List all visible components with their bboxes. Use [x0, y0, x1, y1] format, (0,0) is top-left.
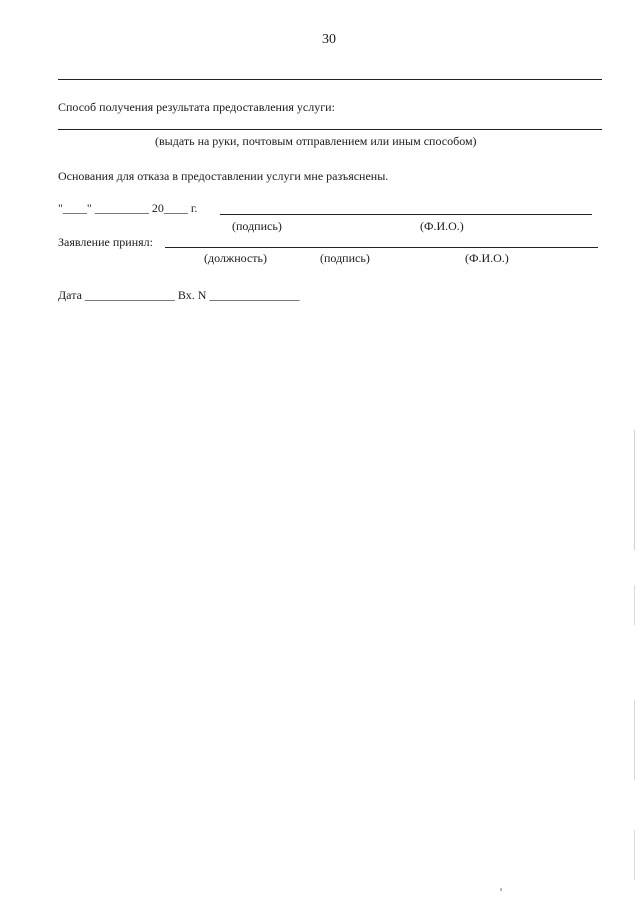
year-suffix: г.	[190, 201, 198, 215]
blank-line-top[interactable]	[58, 79, 602, 80]
page-number: 30	[322, 32, 336, 47]
close-quote: "	[86, 201, 92, 215]
scan-artifact-bottom	[500, 888, 502, 891]
year-prefix: 20	[151, 201, 164, 215]
year-blank[interactable]: ____	[163, 201, 188, 215]
registration-date-blank[interactable]: _______________	[84, 288, 175, 302]
result-method-field[interactable]	[58, 129, 602, 130]
result-method-hint: (выдать на руки, почтовым отправлением или иным способом)	[155, 134, 477, 148]
applicant-name-caption: (Ф.И.О.)	[420, 219, 464, 233]
scan-artifact-right-3	[634, 700, 635, 780]
scan-artifact-right-4	[634, 830, 635, 880]
open-quote: "	[58, 201, 63, 215]
accepted-position-caption: (должность)	[204, 251, 267, 265]
incoming-number-blank[interactable]: _______________	[209, 288, 300, 302]
applicant-signature-caption: (подпись)	[232, 219, 282, 233]
date-line	[58, 201, 197, 216]
applicant-signature-field[interactable]	[220, 214, 592, 215]
accepted-by-label: Заявление принял:	[58, 235, 153, 249]
accepted-name-caption: (Ф.И.О.)	[465, 251, 509, 265]
accepted-by-field[interactable]	[165, 247, 598, 248]
accepted-signature-caption: (подпись)	[320, 251, 370, 265]
registration-line	[58, 288, 299, 303]
result-method-label: Способ получения результата предоставления услуги:	[58, 100, 335, 114]
scan-artifact-right-1	[634, 430, 635, 550]
registration-date-label: Дата	[58, 288, 82, 302]
scan-artifact-right-2	[634, 585, 635, 625]
incoming-number-label: Вх. N	[177, 288, 207, 302]
refusal-grounds-text: Основания для отказа в предоставлении услуги мне разъяснены.	[58, 169, 389, 183]
month-blank[interactable]: _________	[94, 201, 149, 215]
day-blank[interactable]: ____	[62, 201, 87, 215]
